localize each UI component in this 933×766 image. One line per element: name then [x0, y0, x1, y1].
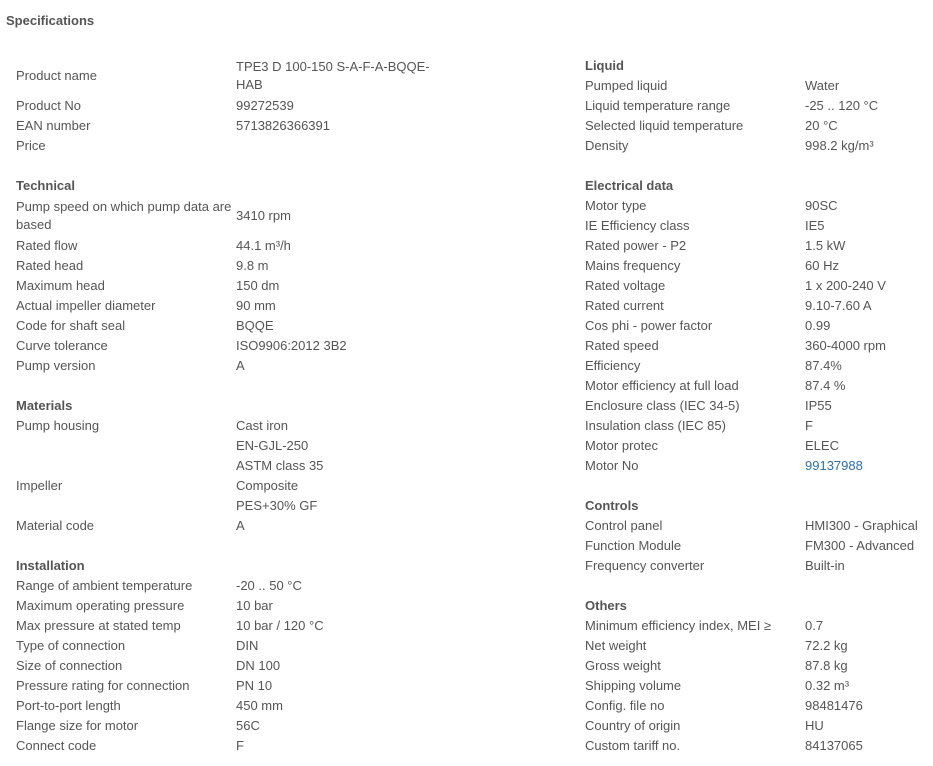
spec-label: Pumped liquid: [585, 78, 668, 93]
spec-row-connect-code: [16, 736, 456, 756]
spec-row-code-for-shaft-seal: [16, 316, 456, 336]
spec-label: Size of connection: [16, 658, 123, 673]
spec-label: Custom tariff no.: [585, 738, 681, 753]
spec-value: 84137065: [805, 738, 863, 753]
section-electrical-data: [585, 176, 930, 476]
spec-value: 90 mm: [236, 298, 276, 313]
spec-label: Config. file no: [585, 698, 665, 713]
spec-value: FM300 - Advanced: [805, 538, 915, 553]
section-title: Installation: [16, 558, 85, 573]
spec-label: Gross weight: [585, 658, 661, 673]
spec-label: Actual impeller diameter: [16, 298, 156, 313]
spec-value: 450 mm: [236, 698, 283, 713]
spec-row-flange-size-for-motor: [16, 716, 456, 736]
spec-value: BQQE: [236, 318, 274, 333]
spec-value: HU: [805, 718, 824, 733]
section-title: Materials: [16, 398, 73, 413]
spec-row-ie-efficiency-class: [585, 216, 930, 236]
spec-row-pump-version: [16, 356, 456, 376]
spec-row-rated-voltage: [585, 276, 930, 296]
spec-value: TPE3 D 100-150 S-A-F-A-BQQE- HAB: [236, 59, 430, 92]
spec-row-minimum-efficiency-index-mei: [585, 616, 930, 636]
section-technical: [16, 176, 456, 376]
page-title: Specifications: [6, 13, 95, 28]
spec-label: Impeller: [16, 478, 63, 493]
spec-label: Net weight: [585, 638, 647, 653]
spec-label: Rated voltage: [585, 278, 666, 293]
spec-label: Pump version: [16, 358, 96, 373]
spec-row-motor-type: [585, 196, 930, 216]
spec-label: Density: [585, 138, 629, 153]
spec-row-pumped-liquid: [585, 76, 930, 96]
spec-value: DIN: [236, 638, 259, 653]
spec-row-enclosure-class-iec-34-5: [585, 396, 930, 416]
spec-value: 9.8 m: [236, 258, 269, 273]
spec-label: Mains frequency: [585, 258, 681, 273]
spec-label: Rated current: [585, 298, 664, 313]
spec-value: IP55: [805, 398, 832, 413]
spec-value: Composite PES+30% GF: [236, 478, 318, 513]
spec-value: ELEC: [805, 438, 839, 453]
spec-value: 10 bar: [236, 598, 273, 613]
spec-row-rated-head: [16, 256, 456, 276]
spec-label: Selected liquid temperature: [585, 118, 744, 133]
spec-value: 56C: [236, 718, 260, 733]
spec-label: Cos phi - power factor: [585, 318, 713, 333]
section-title: Liquid: [585, 58, 624, 73]
spec-value: 1.5 kW: [805, 238, 846, 253]
spec-value: F: [236, 738, 244, 753]
spec-row-range-of-ambient-temperature: [16, 576, 456, 596]
spec-value: 360-4000 rpm: [805, 338, 886, 353]
spec-value: 9.10-7.60 A: [805, 298, 872, 313]
spec-row-rated-power-p2: [585, 236, 930, 256]
spec-label: Range of ambient temperature: [16, 578, 193, 593]
spec-label: Product No: [16, 98, 82, 113]
spec-row-efficiency: [585, 356, 930, 376]
spec-value: HMI300 - Graphical: [805, 518, 918, 533]
spec-row-cos-phi-power-factor: [585, 316, 930, 336]
specs-right-column: [585, 56, 930, 766]
spec-label: Max pressure at stated temp: [16, 618, 181, 633]
spec-row-pump-speed-on-which-pump-data-are-based: [16, 196, 456, 236]
spec-value: 87.4%: [805, 358, 842, 373]
spec-value: 1 x 200-240 V: [805, 278, 886, 293]
spec-label: Shipping volume: [585, 678, 682, 693]
spec-row-rated-current: [585, 296, 930, 316]
spec-value: 87.8 kg: [805, 658, 848, 673]
spec-value: 10 bar / 120 °C: [236, 618, 324, 633]
spec-row-curve-tolerance: [16, 336, 456, 356]
spec-label: Rated flow: [16, 238, 78, 253]
spec-row-type-of-connection: [16, 636, 456, 656]
spec-value-link[interactable]: 99137988: [805, 458, 863, 473]
spec-row-insulation-class-iec-85: [585, 416, 930, 436]
spec-value: 0.99: [805, 318, 831, 333]
spec-label: Pump speed on which pump data are based: [16, 199, 232, 232]
spec-label: Rated speed: [585, 338, 659, 353]
spec-row-config-file-no: [585, 696, 930, 716]
spec-row-custom-tariff-no: [585, 736, 930, 756]
spec-label: Motor protec: [585, 438, 658, 453]
spec-label: Maximum operating pressure: [16, 598, 185, 613]
spec-label: Pump housing: [16, 418, 100, 433]
section-title: Electrical data: [585, 178, 674, 193]
spec-row-function-module: [585, 536, 930, 556]
spec-label: Rated power - P2: [585, 238, 687, 253]
spec-row-motor-no: [585, 456, 930, 476]
spec-label: Minimum efficiency index, MEI ≥: [585, 618, 772, 633]
spec-value: DN 100: [236, 658, 281, 673]
spec-row-pressure-rating-for-connection: [16, 676, 456, 696]
spec-value: 44.1 m³/h: [236, 238, 291, 253]
spec-label: EAN number: [16, 118, 91, 133]
spec-row-actual-impeller-diameter: [16, 296, 456, 316]
spec-value: 72.2 kg: [805, 638, 848, 653]
spec-row-size-of-connection: [16, 656, 456, 676]
spec-label: Motor efficiency at full load: [585, 378, 739, 393]
spec-row-gross-weight: [585, 656, 930, 676]
spec-value: 87.4 %: [805, 378, 846, 393]
spec-row-max-pressure-at-stated-temp: [16, 616, 456, 636]
spec-row-rated-speed: [585, 336, 930, 356]
spec-label: Type of connection: [16, 638, 126, 653]
spec-label: Control panel: [585, 518, 663, 533]
spec-label: Enclosure class (IEC 34-5): [585, 398, 740, 413]
spec-value: F: [805, 418, 813, 433]
spec-value: 99272539: [236, 98, 294, 113]
spec-row-motor-efficiency-at-full-load: [585, 376, 930, 396]
spec-row-port-to-port-length: [16, 696, 456, 716]
spec-label: Function Module: [585, 538, 682, 553]
spec-label: Material code: [16, 518, 95, 533]
spec-value: Cast iron EN-GJL-250 ASTM class 35: [236, 418, 324, 473]
spec-value: 90SC: [805, 198, 838, 213]
section-controls: [585, 496, 930, 576]
spec-label: Curve tolerance: [16, 338, 108, 353]
spec-label: Liquid temperature range: [585, 98, 731, 113]
spec-row-selected-liquid-temperature: [585, 116, 930, 136]
section-liquid: [585, 56, 930, 156]
spec-row-rated-flow: [16, 236, 456, 256]
spec-value: Built-in: [805, 558, 845, 573]
spec-row-ean-number: [16, 116, 456, 136]
spec-value: A: [236, 358, 245, 373]
spec-value: A: [236, 518, 245, 533]
spec-value: PN 10: [236, 678, 273, 693]
spec-label: Insulation class (IEC 85): [585, 418, 726, 433]
spec-label: Code for shaft seal: [16, 318, 126, 333]
spec-row-mains-frequency: [585, 256, 930, 276]
spec-row-liquid-temperature-range: [585, 96, 930, 116]
spec-label: Port-to-port length: [16, 698, 121, 713]
spec-value: 3410 rpm: [236, 208, 291, 223]
spec-value: 150 dm: [236, 278, 280, 293]
spec-value: 20 °C: [805, 118, 838, 133]
spec-value: Water: [805, 78, 840, 93]
spec-row-pump-housing: [16, 416, 456, 476]
spec-label: Motor type: [585, 198, 647, 213]
spec-row-control-panel: [585, 516, 930, 536]
spec-row-frequency-converter: [585, 556, 930, 576]
spec-row-impeller: [16, 476, 456, 516]
section-product: [16, 56, 456, 156]
spec-label: Frequency converter: [585, 558, 705, 573]
spec-label: Maximum head: [16, 278, 105, 293]
spec-row-motor-protec: [585, 436, 930, 456]
spec-row-product-name: [16, 56, 456, 96]
spec-row-product-no: [16, 96, 456, 116]
specs-left-column: [16, 56, 456, 766]
spec-row-shipping-volume: [585, 676, 930, 696]
spec-label: Connect code: [16, 738, 97, 753]
spec-row-density: [585, 136, 930, 156]
spec-value: [236, 136, 456, 156]
section-title: Technical: [16, 178, 76, 193]
spec-row-country-of-origin: [585, 716, 930, 736]
spec-row-material-code: [16, 516, 456, 536]
spec-row-net-weight: [585, 636, 930, 656]
section-materials: [16, 396, 456, 536]
spec-value: 5713826366391: [236, 118, 330, 133]
spec-value: IE5: [805, 218, 825, 233]
section-installation: [16, 556, 456, 756]
spec-label: Efficiency: [585, 358, 641, 373]
spec-value: -25 .. 120 °C: [805, 98, 879, 113]
spec-label: Price: [16, 138, 46, 153]
spec-label: Country of origin: [585, 718, 681, 733]
spec-row-maximum-head: [16, 276, 456, 296]
spec-value: -20 .. 50 °C: [236, 578, 302, 593]
spec-row-price: [16, 136, 456, 156]
spec-value: 98481476: [805, 698, 863, 713]
spec-label: Motor No: [585, 458, 639, 473]
spec-value: 0.32 m³: [805, 678, 850, 693]
spec-value: 0.7: [805, 618, 824, 633]
spec-label: IE Efficiency class: [585, 218, 690, 233]
spec-row-maximum-operating-pressure: [16, 596, 456, 616]
spec-value: ISO9906:2012 3B2: [236, 338, 347, 353]
spec-value: 998.2 kg/m³: [805, 138, 874, 153]
spec-value: 60 Hz: [805, 258, 839, 273]
section-others: [585, 596, 930, 756]
spec-label: Flange size for motor: [16, 718, 139, 733]
section-title: Others: [585, 598, 627, 613]
spec-label: Product name: [16, 68, 97, 83]
spec-label: Rated head: [16, 258, 84, 273]
spec-label: Pressure rating for connection: [16, 678, 190, 693]
section-title: Controls: [585, 498, 639, 513]
